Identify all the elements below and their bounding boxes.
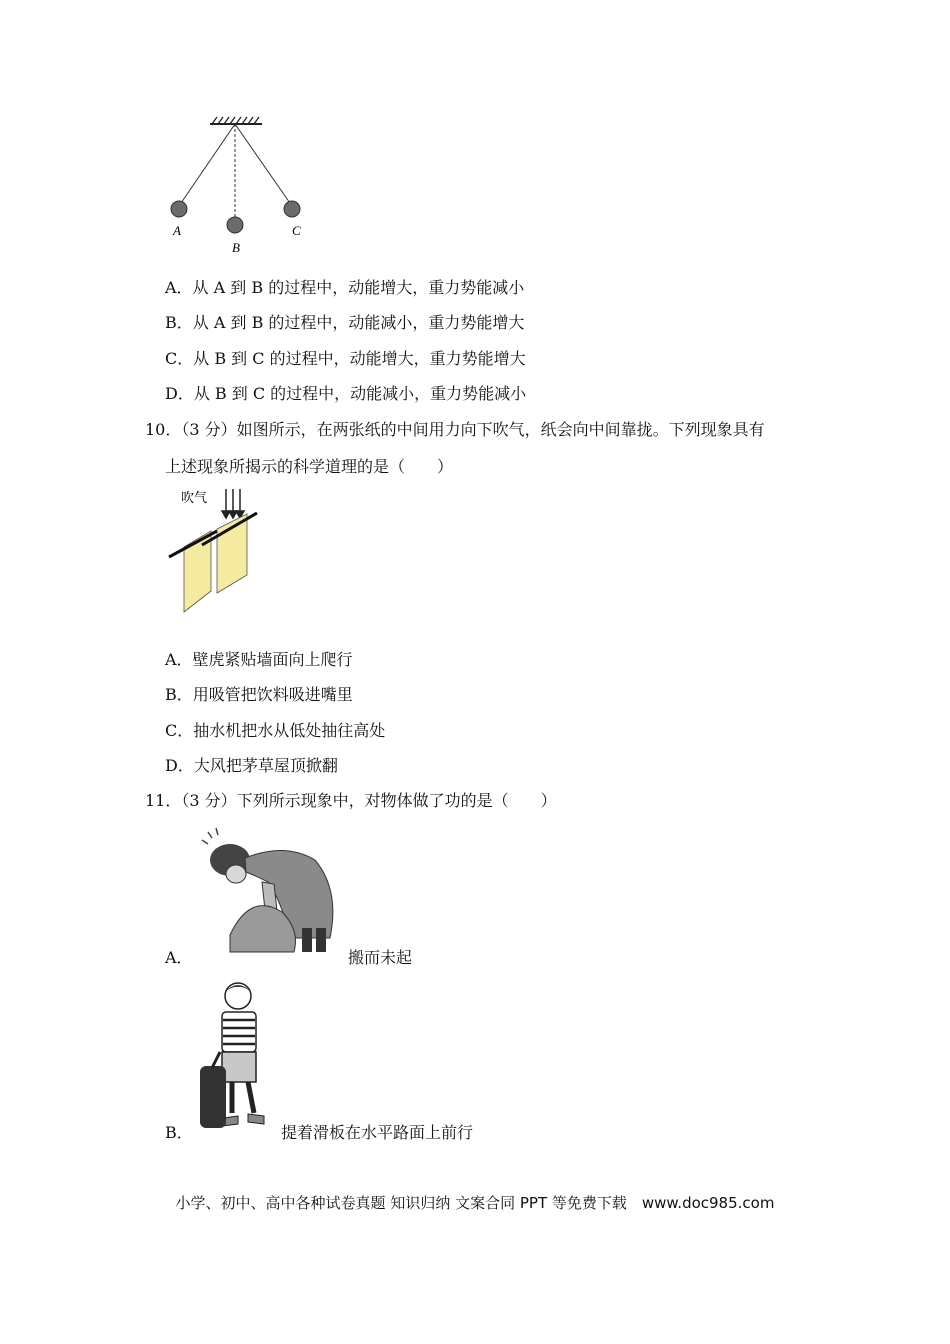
q11-option-a-caption: 搬而未起 — [348, 948, 413, 967]
paper-blowing-figure — [165, 485, 275, 620]
blow-label: 吹气 — [181, 491, 208, 506]
girl-lifting-rock-figure — [190, 820, 350, 960]
q10-stem-line2: 上述现象所揭示的科学道理的是（ ） — [165, 457, 454, 476]
q9-option-a: A．从 A 到 B 的过程中，动能增大，重力势能减小 — [165, 278, 525, 297]
q11-option-a-letter: A． — [165, 948, 193, 967]
q9-option-d: D．从 B 到 C 的过程中，动能减小，重力势能减小 — [165, 384, 527, 403]
q10-option-d: D．大风把茅草屋顶掀翻 — [165, 756, 338, 775]
q10-option-c: C．抽水机把水从低处抽往高处 — [165, 721, 386, 740]
boy-carrying-skateboard-figure — [192, 978, 282, 1138]
q10-option-b: B．用吸管把饮料吸进嘴里 — [165, 685, 353, 704]
label-b: B — [232, 240, 240, 255]
q9-option-c: C．从 B 到 C 的过程中，动能增大，重力势能增大 — [165, 349, 526, 368]
pendulum-figure — [160, 110, 320, 260]
q9-option-b: B．从 A 到 B 的过程中，动能减小，重力势能增大 — [165, 313, 525, 332]
q10-stem-line1: 10．（3 分）如图所示，在两张纸的中间用力向下吹气，纸会向中间靠拢。下列现象具有 — [145, 420, 765, 439]
label-c: C — [292, 223, 301, 238]
q11-option-b-caption: 提着滑板在水平路面上前行 — [281, 1123, 474, 1142]
q11-stem: 11．（3 分）下列所示现象中，对物体做了功的是（ ） — [145, 791, 557, 810]
label-a: A — [173, 223, 181, 238]
q10-option-a: A．壁虎紧贴墙面向上爬行 — [165, 650, 353, 669]
footer-text: 小学、初中、高中各种试卷真题 知识归纳 文案合同 PPT 等免费下载 www.doc985.com — [175, 1194, 775, 1212]
q11-option-b-letter: B． — [165, 1123, 193, 1142]
